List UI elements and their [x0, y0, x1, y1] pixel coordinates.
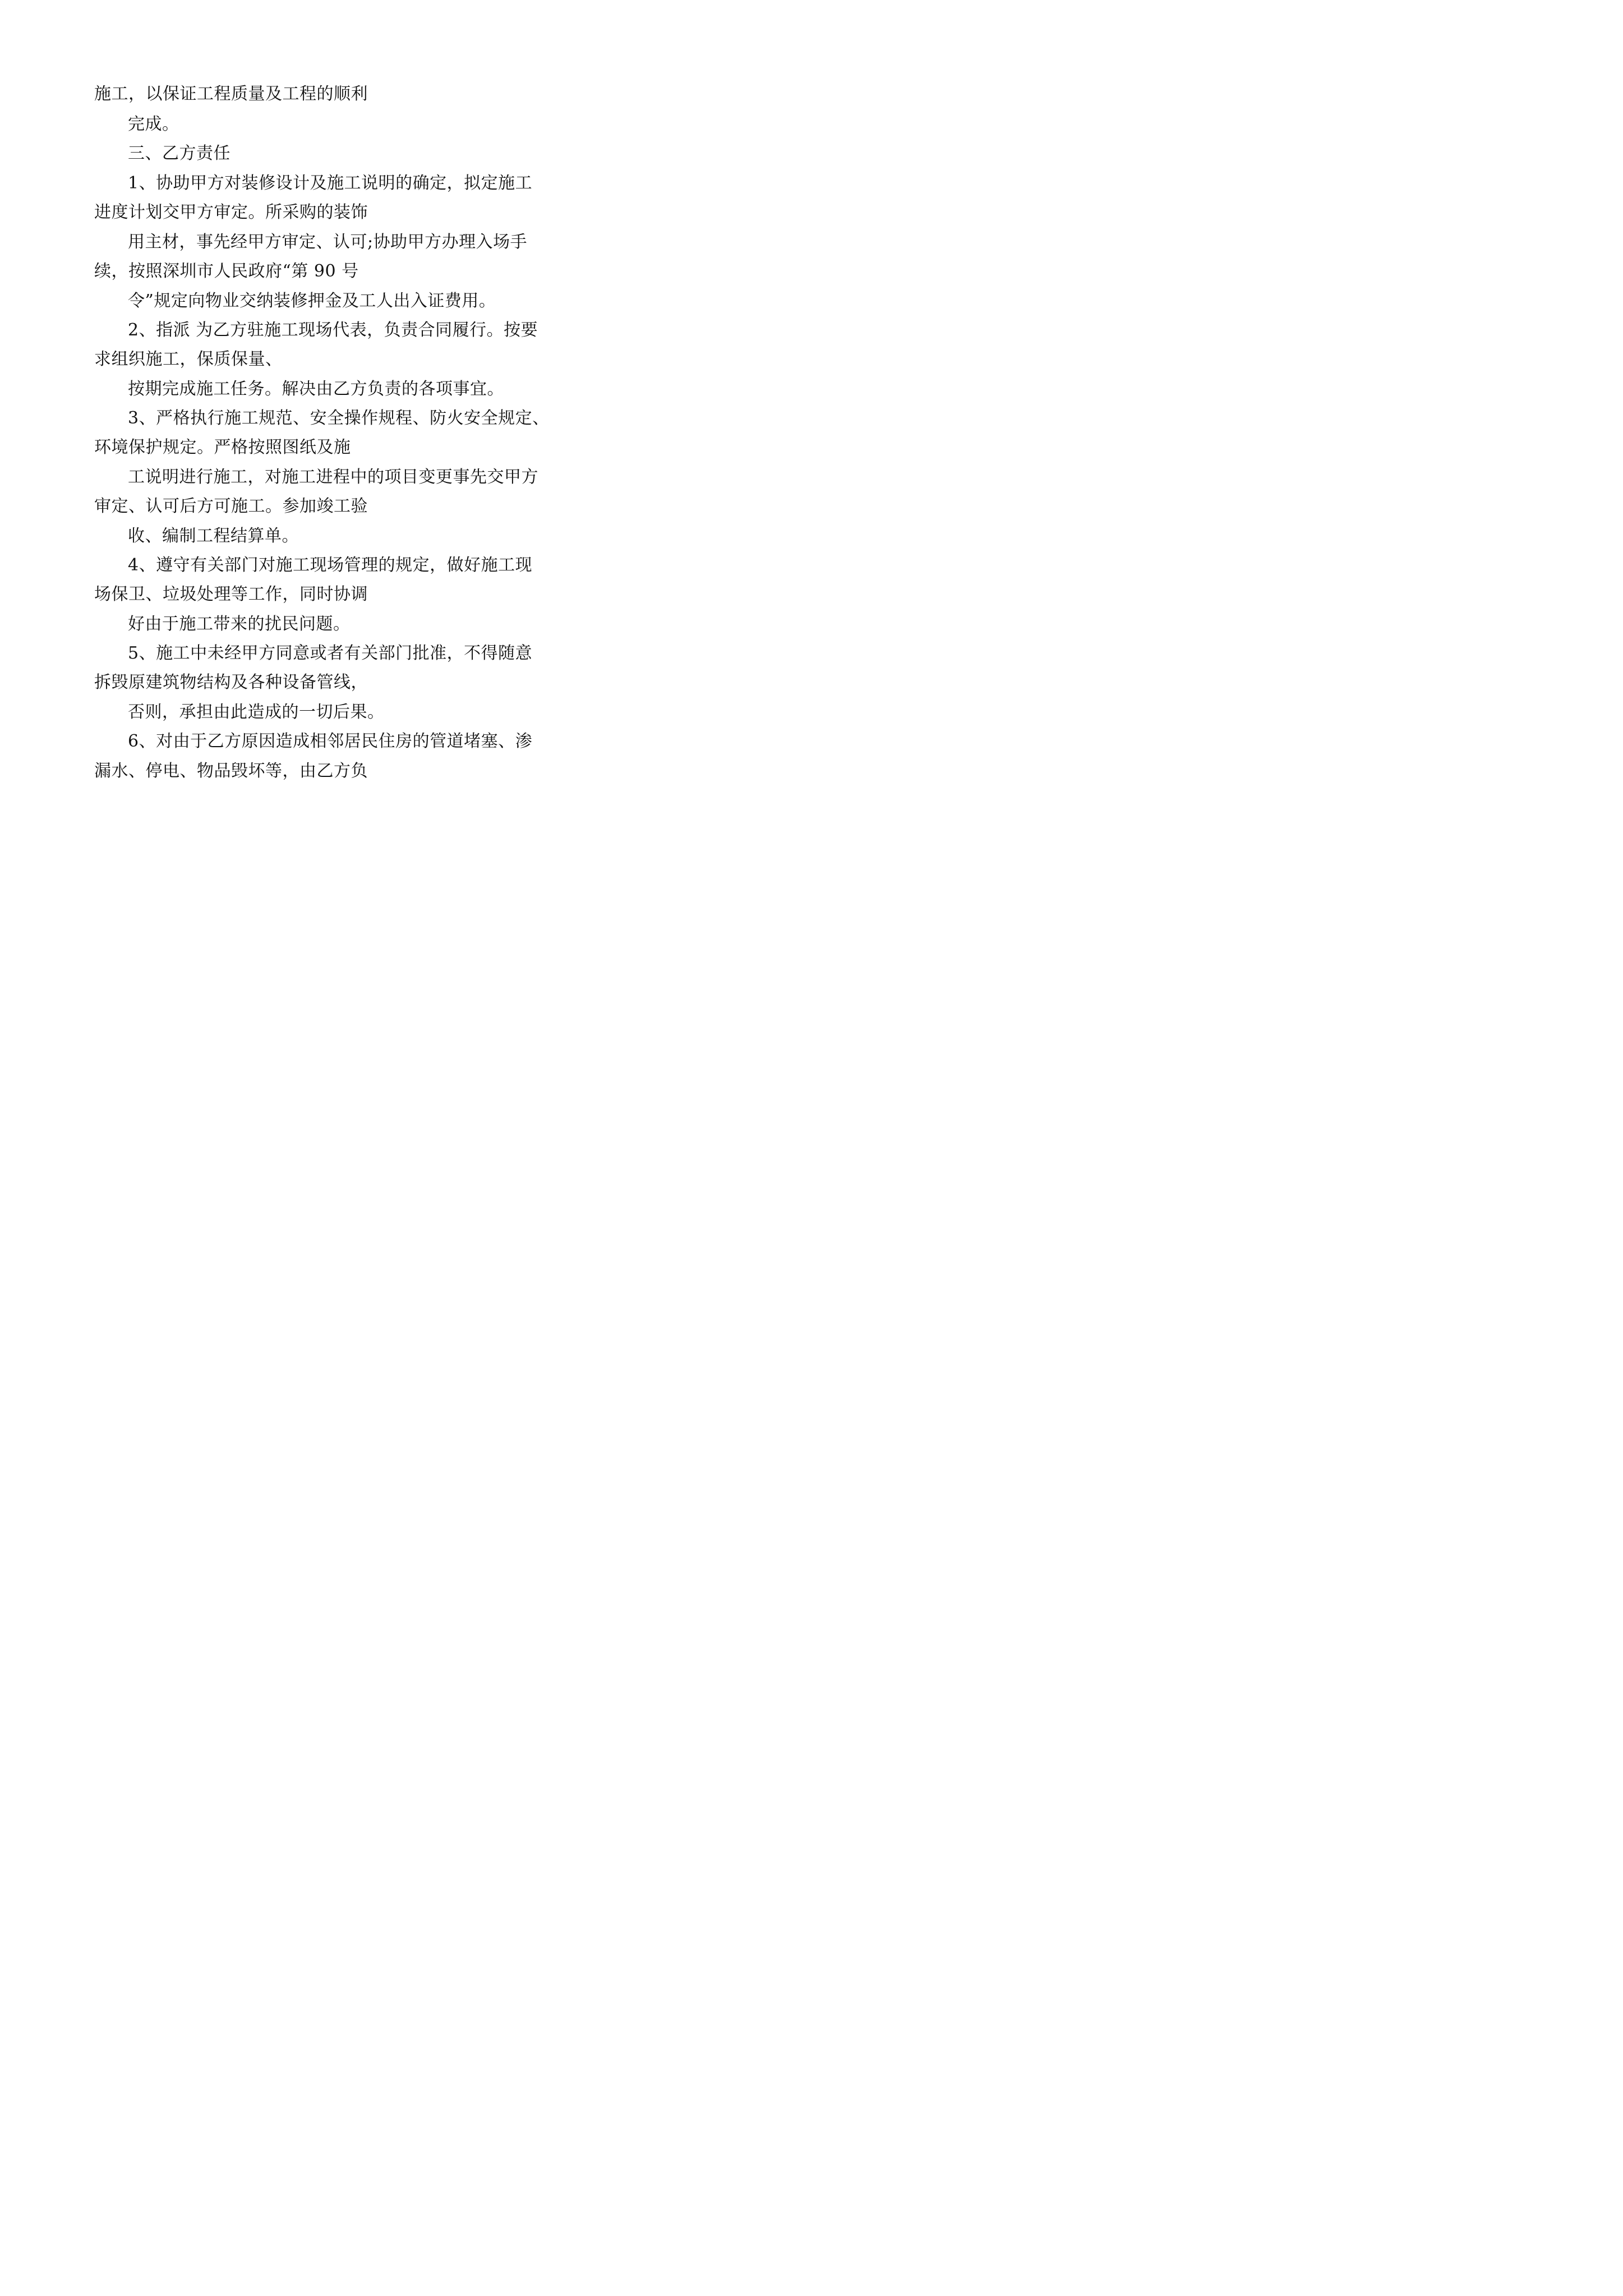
text-line-6: 用主材，事先经甲方审定、认可;协助甲方办理入场手	[128, 232, 528, 252]
text-line-13: 环境保护规定。严格按照图纸及施	[94, 438, 351, 457]
document-page	[0, 0, 617, 873]
text-line-20: 5、施工中未经甲方同意或者有关部门批准，不得随意	[128, 643, 533, 663]
text-line-14: 工说明进行施工，对施工进程中的项目变更事先交甲方	[128, 467, 538, 487]
text-line-17: 4、遵守有关部门对施工现场管理的规定，做好施工现	[128, 555, 533, 575]
text-line-9: 2、指派 为乙方驻施工现场代表，负责合同履行。按要	[128, 320, 538, 340]
text-line-7: 续，按照深圳市人民政府“第 90 号	[94, 261, 359, 281]
section-heading: 三、乙方责任	[128, 144, 230, 163]
text-line-11: 按期完成施工任务。解决由乙方负责的各项事宜。	[128, 379, 504, 399]
text-line-8: 令”规定向物业交纳装修押金及工人出入证费用。	[128, 291, 496, 311]
text-line-15: 审定、认可后方可施工。参加竣工验	[94, 496, 368, 516]
text-line-2: 完成。	[128, 114, 179, 134]
text-line-24: 漏水、停电、物品毁坏等，由乙方负	[94, 761, 368, 781]
text-line-16: 收、编制工程结算单。	[128, 526, 299, 546]
text-line-21: 拆毁原建筑物结构及各种设备管线，	[94, 673, 368, 692]
text-line-12: 3、严格执行施工规范、安全操作规程、防火安全规定、	[128, 408, 550, 428]
text-line-23: 6、对由于乙方原因造成相邻居民住房的管道堵塞、渗	[128, 731, 533, 751]
text-line-19: 好由于施工带来的扰民问题。	[128, 614, 351, 634]
text-line-5: 进度计划交甲方审定。所采购的装饰	[94, 203, 368, 222]
text-line-10: 求组织施工，保质保量、	[94, 349, 283, 369]
text-line-4: 1、协助甲方对装修设计及施工说明的确定，拟定施工	[128, 173, 533, 193]
text-line-22: 否则，承担由此造成的一切后果。	[128, 702, 385, 722]
text-line-1: 施工，以保证工程质量及工程的顺利	[94, 84, 368, 104]
text-line-18: 场保卫、垃圾处理等工作，同时协调	[94, 585, 368, 604]
